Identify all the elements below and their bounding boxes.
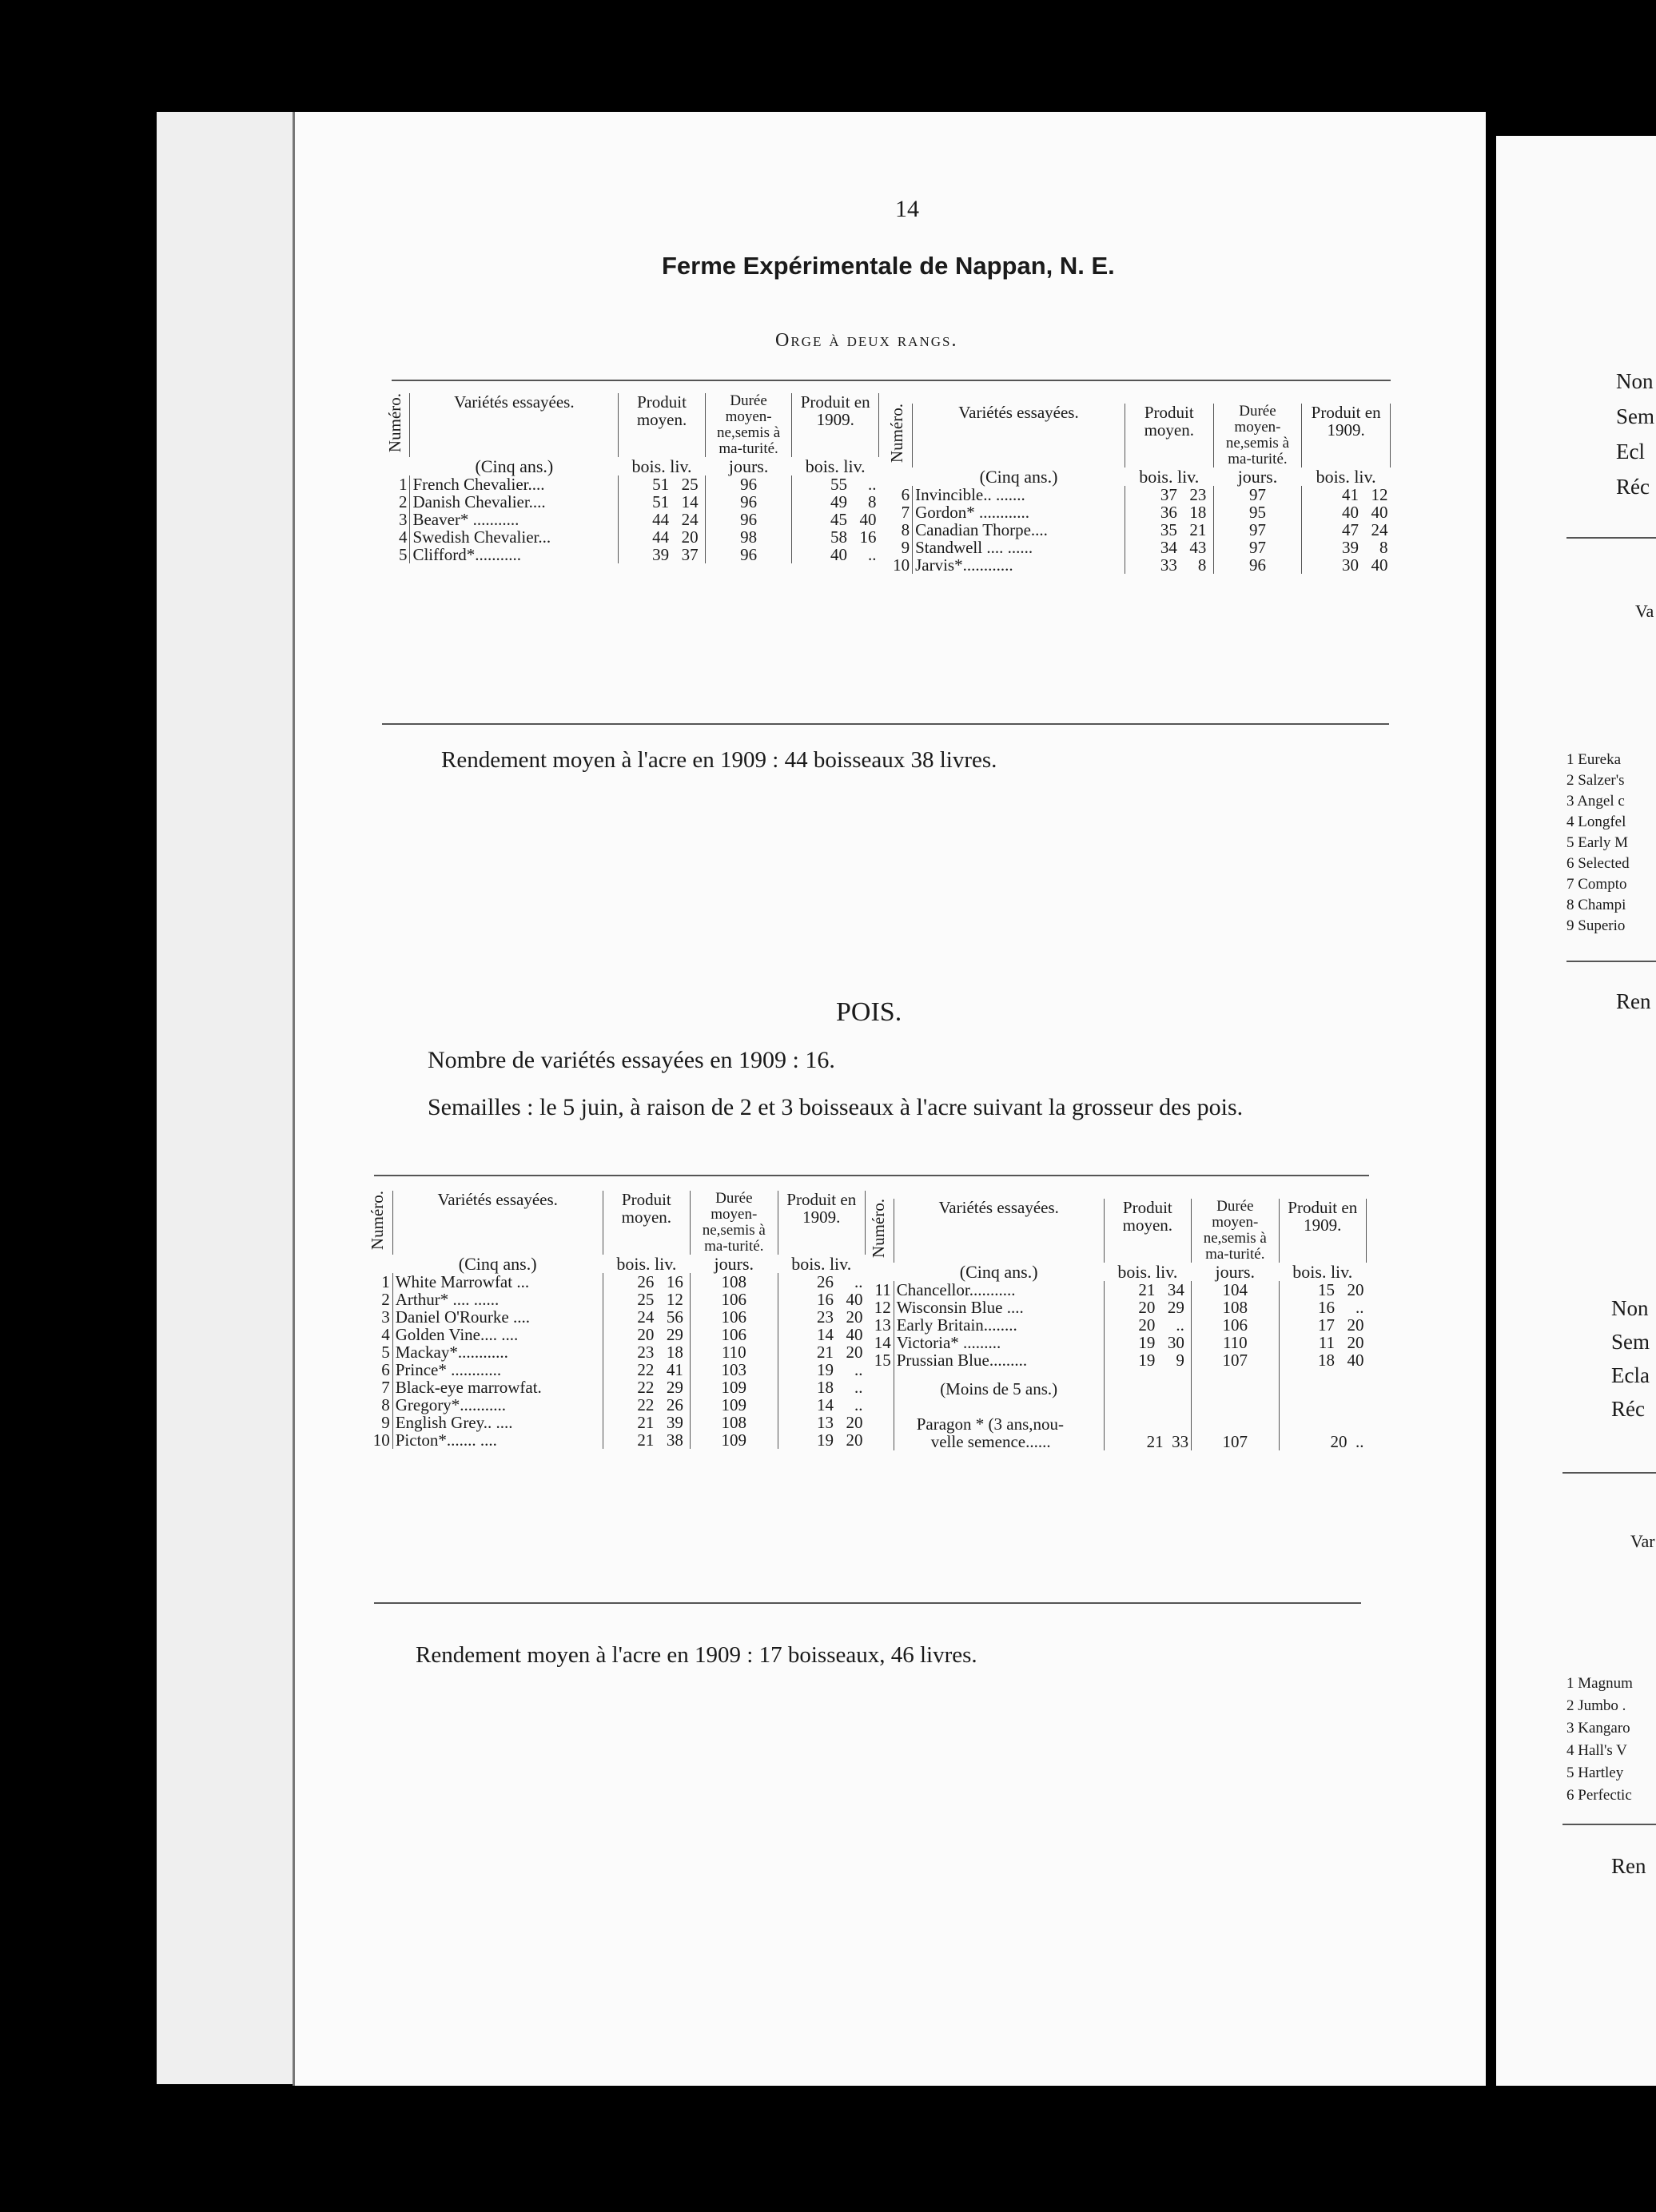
- produit-bois: 44: [652, 509, 670, 529]
- produit-1909-bois: 55: [830, 474, 847, 494]
- header-numero: Numéro.: [887, 404, 906, 463]
- produit-1909-liv: 20: [846, 1343, 863, 1363]
- units-bois-liv: bois. liv.: [1292, 1261, 1353, 1282]
- right-rendement: Ren: [1616, 989, 1651, 1013]
- variety-name: Mackay*............: [395, 1343, 508, 1363]
- duree-jours: 109: [721, 1395, 747, 1415]
- duree-jours: 96: [740, 545, 758, 565]
- variety-name: Swedish Chevalier...: [412, 527, 551, 547]
- produit-bois: 21: [1138, 1279, 1156, 1299]
- units-jours: jours.: [728, 456, 769, 476]
- produit-1909-bois: 17: [1318, 1315, 1335, 1335]
- produit-liv: 38: [666, 1430, 683, 1450]
- header-produit-moyen: Produit moyen.: [1104, 1199, 1191, 1263]
- produit-liv: 18: [666, 1343, 683, 1363]
- variety-name: Wisconsin Blue ....: [896, 1297, 1024, 1317]
- produit-bois: 23: [637, 1343, 655, 1363]
- produit-1909-bois: 39: [1342, 537, 1359, 557]
- duree-jours: 106: [1222, 1315, 1248, 1335]
- right-table-row: 8 Champi: [1566, 897, 1626, 913]
- units-cinq: (Cinq ans.): [458, 1253, 537, 1274]
- row-number: 7: [381, 1378, 390, 1398]
- right-table-row: 6 Selected: [1566, 855, 1630, 872]
- produit-bois: 22: [637, 1395, 655, 1415]
- moins-label: (Moins de 5 ans.): [894, 1369, 1104, 1415]
- produit-bois: 19: [1138, 1332, 1156, 1352]
- row-number: 10: [893, 555, 910, 575]
- produit-1909-bois: 49: [830, 491, 847, 511]
- produit-1909-bois: 18: [817, 1378, 834, 1398]
- units-bois-liv: bois. liv.: [631, 456, 692, 476]
- table-row: [886, 556, 1391, 574]
- header-produit-1909: Produit en 1909.: [1302, 404, 1391, 467]
- right-table-row: 9 Superio: [1566, 917, 1626, 934]
- table-row: [886, 539, 1391, 556]
- produit-liv: 18: [1189, 502, 1207, 522]
- produit-1909-liv: 20: [846, 1430, 863, 1450]
- barley-subtitle: Orge à deux rangs.: [775, 330, 958, 351]
- page-title: Ferme Expérimentale de Nappan, N. E.: [662, 252, 1115, 280]
- table-row: [366, 1361, 866, 1379]
- row-number: 4: [381, 1324, 390, 1344]
- produit-1909-bois: 16: [1318, 1297, 1335, 1317]
- header-varietes: Variétés essayées.: [392, 1191, 603, 1255]
- table-row: [384, 475, 879, 493]
- produit-bois: 25: [637, 1289, 655, 1309]
- duree-jours: 110: [1222, 1332, 1248, 1352]
- produit-1909-liv: ..: [868, 474, 877, 494]
- produit-1909-liv: ..: [1355, 1297, 1364, 1317]
- produit-1909-bois: 58: [830, 527, 847, 547]
- produit-liv: 39: [666, 1413, 683, 1433]
- table-rule: [1562, 1472, 1656, 1474]
- duree-jours: 97: [1248, 519, 1266, 539]
- duree-jours: 98: [740, 527, 758, 547]
- variety-name: French Chevalier....: [412, 474, 545, 494]
- row-number: 4: [398, 527, 408, 547]
- produit-1909-liv: ..: [854, 1395, 863, 1415]
- units-bois-liv: bois. liv.: [1117, 1261, 1178, 1282]
- produit-1909-liv: 24: [1371, 519, 1388, 539]
- variety-name: Prussian Blue.........: [896, 1351, 1028, 1371]
- table-rule: [374, 1602, 1361, 1604]
- produit-1909-liv: ..: [868, 545, 877, 565]
- page-number: 14: [895, 196, 919, 222]
- produit-liv: 41: [666, 1360, 683, 1380]
- produit-liv: 37: [681, 545, 699, 565]
- variety-name: Clifford*...........: [412, 545, 521, 565]
- produit-liv: 29: [666, 1324, 683, 1344]
- produit-1909-liv: 40: [1371, 555, 1388, 575]
- right-table-row: 7 Compto: [1566, 876, 1627, 893]
- peas-title: POIS.: [836, 997, 902, 1027]
- header-produit-moyen: Produit moyen.: [619, 393, 706, 457]
- peas-nombre: Nombre de variétés essayées en 1909 : 16.: [428, 1047, 835, 1073]
- table-row: [366, 1308, 866, 1326]
- right-line: Non: [1611, 1296, 1649, 1320]
- produit-1909-bois: 30: [1342, 555, 1359, 575]
- produit-1909-bois: 11: [1318, 1332, 1335, 1352]
- right-table-row: 4 Longfel: [1566, 814, 1626, 830]
- units-cinq: (Cinq ans.): [959, 1261, 1038, 1282]
- right-table-row: 2 Salzer's: [1566, 772, 1625, 789]
- produit-1909-bois: 15: [1318, 1279, 1335, 1299]
- paragon-line1: Paragon * (3 ans,nou-: [894, 1415, 1104, 1433]
- produit-liv: 25: [681, 474, 699, 494]
- row-number: 9: [381, 1413, 390, 1433]
- header-numero: Numéro.: [869, 1199, 888, 1259]
- produit-1909-liv: ..: [854, 1360, 863, 1380]
- row-number: 13: [874, 1315, 891, 1335]
- produit-1909-bois: 14: [817, 1324, 834, 1344]
- right-line: Réc: [1611, 1397, 1645, 1421]
- produit-1909-liv: 16: [859, 527, 877, 547]
- variety-name: Picton*....... ....: [395, 1430, 497, 1450]
- produit-liv: ..: [1176, 1315, 1184, 1335]
- produit-1909-bois: 19: [817, 1430, 834, 1450]
- produit-liv: 56: [666, 1307, 683, 1327]
- peas-semailles: Semailles : le 5 juin, à raison de 2 et 3 boisseaux à l'acre suivant la grosseur des pois.: [428, 1094, 1244, 1120]
- right-rendement: Ren: [1611, 1854, 1646, 1878]
- table-row: [366, 1414, 866, 1431]
- duree-jours: 110: [721, 1343, 746, 1363]
- variety-name: Black-eye marrowfat.: [395, 1378, 542, 1398]
- duree-jours: 96: [740, 474, 758, 494]
- right-line: Ecl: [1616, 440, 1645, 463]
- table-row: [366, 1431, 866, 1449]
- row-number: 5: [381, 1343, 390, 1363]
- produit-bois: 33: [1160, 555, 1177, 575]
- row-number: 2: [381, 1289, 390, 1309]
- table-rule: [1566, 961, 1656, 962]
- paragon-liv-1909: ..: [1355, 1432, 1364, 1452]
- duree-jours: 97: [1248, 537, 1266, 557]
- paragon-liv: 33: [1172, 1432, 1189, 1452]
- row-number: 7: [901, 502, 910, 522]
- variety-name: Standwell .... ......: [915, 537, 1033, 557]
- units-jours: jours.: [714, 1253, 754, 1274]
- variety-name: Canadian Thorpe....: [915, 519, 1048, 539]
- header-produit-1909: Produit en 1909.: [792, 393, 879, 457]
- table-row: [867, 1299, 1367, 1316]
- produit-liv: 34: [1167, 1279, 1184, 1299]
- header-duree: Durée moyen-ne,semis à ma-turité.: [691, 1191, 778, 1255]
- produit-bois: 26: [637, 1271, 655, 1291]
- table-row: [886, 503, 1391, 521]
- variety-name: Invincible.. .......: [915, 484, 1025, 504]
- variety-name: Chancellor...........: [896, 1279, 1016, 1299]
- book-edge: [157, 112, 206, 2084]
- variety-name: English Grey.. ....: [395, 1413, 513, 1433]
- table-row: [384, 493, 879, 511]
- table-row: [867, 1281, 1367, 1299]
- duree-jours: 106: [721, 1289, 747, 1309]
- paragon-bois-1909: 20: [1330, 1432, 1347, 1452]
- table-rule: [1562, 1824, 1656, 1825]
- variety-name: Jarvis*............: [915, 555, 1013, 575]
- right-table-row: 3 Angel c: [1566, 793, 1625, 810]
- duree-jours: 96: [740, 491, 758, 511]
- produit-bois: 22: [637, 1360, 655, 1380]
- variety-name: Gregory*...........: [395, 1395, 506, 1415]
- duree-jours: 103: [721, 1360, 747, 1380]
- duree-jours: 96: [1248, 555, 1266, 575]
- row-number: 6: [381, 1360, 390, 1380]
- row-number: 8: [381, 1395, 390, 1415]
- variety-name: Victoria* .........: [896, 1332, 1001, 1352]
- units-bois-liv: bois. liv.: [1139, 466, 1200, 487]
- produit-bois: 20: [1138, 1297, 1156, 1317]
- produit-liv: 43: [1189, 537, 1207, 557]
- produit-1909-liv: 8: [868, 491, 877, 511]
- header-produit-moyen: Produit moyen.: [1125, 404, 1213, 467]
- produit-1909-bois: 40: [830, 545, 847, 565]
- produit-liv: 24: [681, 509, 699, 529]
- right-table-row: 1 Magnum: [1566, 1675, 1633, 1692]
- table-rule: [382, 723, 1389, 725]
- row-number: 11: [874, 1279, 891, 1299]
- row-number: 3: [398, 509, 408, 529]
- right-table-row: 3 Kangaro: [1566, 1720, 1630, 1737]
- units-cinq: (Cinq ans.): [475, 456, 554, 476]
- produit-1909-liv: 40: [859, 509, 877, 529]
- row-number: 1: [398, 474, 408, 494]
- produit-1909-bois: 13: [817, 1413, 834, 1433]
- book-edge: [205, 112, 246, 2084]
- table-row: [384, 528, 879, 546]
- produit-1909-bois: 18: [1318, 1351, 1335, 1371]
- produit-1909-bois: 40: [1342, 502, 1359, 522]
- header-varietes: Variétés essayées.: [410, 393, 619, 457]
- paragon-jours: 107: [1192, 1433, 1279, 1450]
- paragon-bois: 21: [1146, 1432, 1164, 1452]
- variety-name: Arthur* .... ......: [395, 1289, 500, 1309]
- right-line: Sem: [1611, 1330, 1650, 1354]
- header-numero: Numéro.: [385, 393, 404, 453]
- duree-jours: 108: [1222, 1297, 1248, 1317]
- produit-bois: 44: [652, 527, 670, 547]
- produit-liv: 12: [666, 1289, 683, 1309]
- produit-liv: 30: [1167, 1332, 1184, 1352]
- produit-1909-liv: 20: [846, 1307, 863, 1327]
- barley-rendement: Rendement moyen à l'acre en 1909 : 44 boisseaux 38 livres.: [441, 747, 997, 773]
- produit-liv: 14: [681, 491, 699, 511]
- duree-jours: 108: [721, 1413, 747, 1433]
- produit-1909-bois: 23: [817, 1307, 834, 1327]
- produit-1909-liv: 20: [1347, 1332, 1364, 1352]
- row-number: 9: [901, 537, 910, 557]
- table-row: [366, 1379, 866, 1396]
- units-jours: jours.: [1215, 1261, 1256, 1282]
- produit-1909-liv: 20: [846, 1413, 863, 1433]
- table-row: [867, 1351, 1367, 1369]
- duree-jours: 104: [1222, 1279, 1248, 1299]
- right-line: Non: [1616, 369, 1654, 393]
- peas-table-left: [366, 1191, 866, 1449]
- produit-bois: 39: [652, 545, 670, 565]
- header-duree: Durée moyen-ne,semis à ma-turité.: [1192, 1199, 1279, 1263]
- duree-jours: 96: [740, 509, 758, 529]
- variety-name: Prince* ............: [395, 1360, 502, 1380]
- produit-bois: 22: [637, 1378, 655, 1398]
- header-produit-1909: Produit en 1909.: [1279, 1199, 1366, 1263]
- table-row: [366, 1273, 866, 1291]
- table-rule: [374, 1175, 1369, 1176]
- row-number: 6: [901, 484, 910, 504]
- row-number: 15: [874, 1351, 891, 1371]
- peas-rendement: Rendement moyen à l'acre en 1909 : 17 boisseaux, 46 livres.: [416, 1642, 977, 1668]
- produit-bois: 36: [1160, 502, 1177, 522]
- right-table-header: Va: [1635, 601, 1654, 621]
- produit-1909-liv: 12: [1371, 484, 1388, 504]
- row-number: 14: [874, 1332, 891, 1352]
- table-row: [366, 1326, 866, 1343]
- produit-1909-liv: 40: [846, 1324, 863, 1344]
- produit-bois: 24: [637, 1307, 655, 1327]
- variety-name: Early Britain........: [896, 1315, 1017, 1335]
- produit-liv: 9: [1176, 1351, 1184, 1371]
- variety-name: Danish Chevalier....: [412, 491, 546, 511]
- units-jours: jours.: [1237, 466, 1278, 487]
- table-row: [366, 1291, 866, 1308]
- row-number: 2: [398, 491, 408, 511]
- produit-liv: 20: [681, 527, 699, 547]
- right-line: Réc: [1616, 475, 1650, 499]
- produit-1909-bois: 21: [817, 1343, 834, 1363]
- variety-name: Daniel O'Rourke ....: [395, 1307, 530, 1327]
- produit-liv: 21: [1189, 519, 1207, 539]
- produit-bois: 51: [652, 474, 670, 494]
- right-table-row: 2 Jumbo .: [1566, 1697, 1626, 1714]
- produit-bois: 51: [652, 491, 670, 511]
- table-row: [384, 511, 879, 528]
- duree-jours: 109: [721, 1430, 747, 1450]
- duree-jours: 108: [721, 1271, 747, 1291]
- produit-1909-bois: 41: [1342, 484, 1359, 504]
- duree-jours: 97: [1248, 484, 1266, 504]
- produit-bois: 19: [1138, 1351, 1156, 1371]
- right-table-row: 5 Early M: [1566, 834, 1629, 851]
- produit-liv: 23: [1189, 484, 1207, 504]
- produit-1909-bois: 26: [817, 1271, 834, 1291]
- duree-jours: 106: [721, 1307, 747, 1327]
- produit-liv: 29: [666, 1378, 683, 1398]
- row-number: 10: [372, 1430, 390, 1450]
- right-table-row: 1 Eureka: [1566, 751, 1622, 768]
- table-row: [384, 546, 879, 563]
- produit-1909-bois: 47: [1342, 519, 1359, 539]
- units-bois-liv: bois. liv.: [1316, 466, 1376, 487]
- units-bois-liv: bois. liv.: [791, 1253, 852, 1274]
- table-row: [867, 1316, 1367, 1334]
- header-produit-1909: Produit en 1909.: [778, 1191, 865, 1255]
- duree-jours: 95: [1248, 502, 1266, 522]
- variety-name: Golden Vine.... ....: [395, 1324, 519, 1344]
- right-table-row: 6 Perfectic: [1566, 1787, 1632, 1804]
- row-number: 1: [381, 1271, 390, 1291]
- row-number: 5: [398, 545, 408, 565]
- table-row: [867, 1334, 1367, 1351]
- row-number: 3: [381, 1307, 390, 1327]
- book-edge: [269, 112, 294, 2084]
- produit-1909-liv: ..: [854, 1378, 863, 1398]
- produit-bois: 21: [637, 1413, 655, 1433]
- variety-name: Gordon* ............: [915, 502, 1030, 522]
- right-table-header: Var: [1630, 1531, 1655, 1551]
- book-edge: [245, 112, 270, 2084]
- header-varietes: Variétés essayées.: [913, 404, 1125, 467]
- header-produit-moyen: Produit moyen.: [603, 1191, 690, 1255]
- row-number: 12: [874, 1297, 891, 1317]
- produit-1909-bois: 14: [817, 1395, 834, 1415]
- produit-bois: 20: [637, 1324, 655, 1344]
- produit-bois: 21: [637, 1430, 655, 1450]
- units-bois-liv: bois. liv.: [805, 456, 866, 476]
- produit-1909-liv: 40: [1371, 502, 1388, 522]
- produit-bois: 20: [1138, 1315, 1156, 1335]
- produit-1909-liv: 8: [1379, 537, 1388, 557]
- header-duree: Durée moyen-ne,semis à ma-turité.: [1213, 404, 1302, 467]
- variety-name: Beaver* ...........: [412, 509, 519, 529]
- right-table-row: 5 Hartley: [1566, 1764, 1624, 1781]
- produit-bois: 35: [1160, 519, 1177, 539]
- produit-1909-bois: 45: [830, 509, 847, 529]
- table-row: [886, 486, 1391, 503]
- table-row: [366, 1396, 866, 1414]
- table-rule: [1566, 537, 1656, 539]
- header-duree: Durée moyen-ne,semis à ma-turité.: [705, 393, 792, 457]
- produit-1909-bois: 19: [817, 1360, 834, 1380]
- table-row: [886, 521, 1391, 539]
- peas-table-right: [867, 1199, 1367, 1450]
- right-line: Ecla: [1611, 1363, 1650, 1387]
- produit-liv: 26: [666, 1395, 683, 1415]
- duree-jours: 107: [1222, 1351, 1248, 1371]
- duree-jours: 106: [721, 1324, 747, 1344]
- header-varietes: Variétés essayées.: [894, 1199, 1104, 1263]
- units-bois-liv: bois. liv.: [616, 1253, 677, 1274]
- paragon-line2: velle semence......: [894, 1433, 1104, 1450]
- produit-1909-liv: ..: [854, 1271, 863, 1291]
- produit-1909-liv: 40: [1347, 1351, 1364, 1371]
- variety-name: White Marrowfat ...: [395, 1271, 530, 1291]
- right-line: Sem: [1616, 404, 1655, 428]
- produit-bois: 37: [1160, 484, 1177, 504]
- table-row: [366, 1343, 866, 1361]
- produit-1909-liv: 20: [1347, 1315, 1364, 1335]
- duree-jours: 109: [721, 1378, 747, 1398]
- right-table-row: 4 Hall's V: [1566, 1742, 1627, 1759]
- header-numero: Numéro.: [368, 1191, 387, 1251]
- barley-table-right: [886, 404, 1391, 574]
- produit-bois: 34: [1160, 537, 1177, 557]
- barley-table-left: [384, 393, 879, 563]
- produit-liv: 16: [666, 1271, 683, 1291]
- row-number: 8: [901, 519, 910, 539]
- table-rule: [392, 380, 1391, 381]
- produit-liv: 29: [1167, 1297, 1184, 1317]
- produit-liv: 8: [1197, 555, 1207, 575]
- produit-1909-bois: 16: [817, 1289, 834, 1309]
- produit-1909-liv: 40: [846, 1289, 863, 1309]
- produit-1909-liv: 20: [1347, 1279, 1364, 1299]
- units-cinq: (Cinq ans.): [979, 466, 1058, 487]
